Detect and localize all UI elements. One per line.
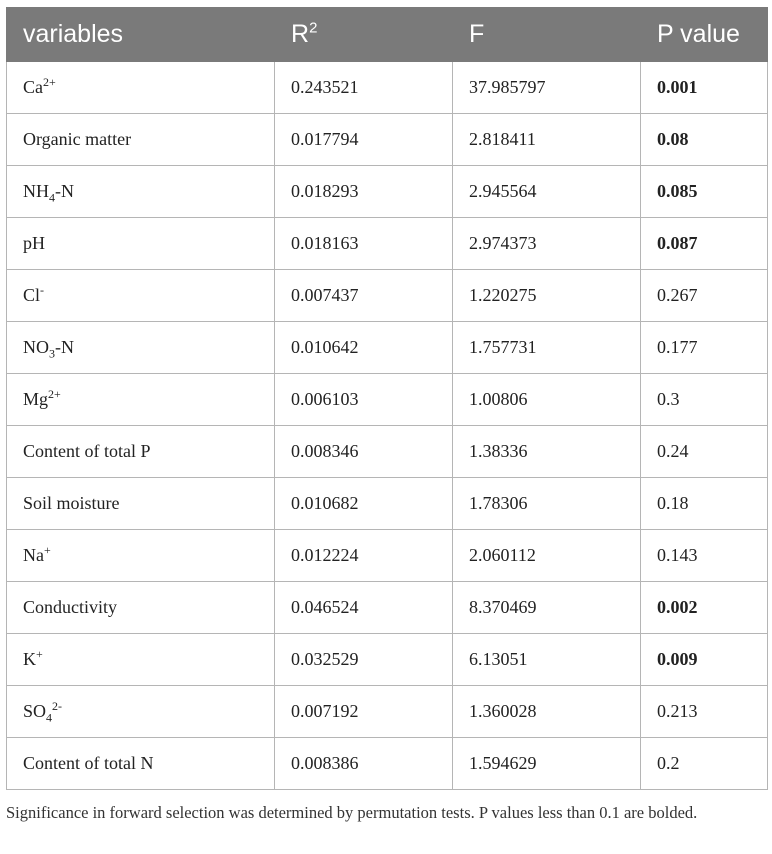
cell-variable — [7, 218, 275, 270]
cell-r2: 0.032529 — [275, 634, 453, 686]
cell-p-value: 0.009 — [641, 634, 768, 686]
cell-p-value: 0.3 — [641, 374, 768, 426]
cell-variable — [7, 62, 275, 114]
cell-f: 1.78306 — [453, 478, 641, 530]
variable-name: NH — [23, 181, 49, 201]
cell-p-value: 0.087 — [641, 218, 768, 270]
cell-f: 1.360028 — [453, 686, 641, 738]
variable-superscript: 2- — [52, 699, 63, 713]
variable-name: Na — [23, 545, 44, 565]
variable-superscript: 2+ — [43, 75, 56, 89]
variable-name: Content of total P — [23, 441, 151, 461]
cell-p-value: 0.177 — [641, 322, 768, 374]
table-row — [7, 530, 768, 582]
cell-p-value: 0.18 — [641, 478, 768, 530]
header-variables: variables — [7, 8, 275, 62]
table-row — [7, 62, 768, 114]
header-p-value: P value — [641, 8, 768, 62]
cell-r2: 0.017794 — [275, 114, 453, 166]
cell-variable — [7, 426, 275, 478]
table-row — [7, 270, 768, 322]
variable-name: pH — [23, 233, 45, 253]
variable-name: Ca — [23, 77, 43, 97]
variable-superscript: + — [36, 647, 43, 661]
variable-name: Cl — [23, 285, 41, 305]
cell-f: 8.370469 — [453, 582, 641, 634]
cell-variable — [7, 322, 275, 374]
cell-f: 2.974373 — [453, 218, 641, 270]
cell-p-value: 0.002 — [641, 582, 768, 634]
cell-r2: 0.007437 — [275, 270, 453, 322]
header-r2 — [275, 8, 453, 62]
table-row — [7, 426, 768, 478]
cell-f: 6.13051 — [453, 634, 641, 686]
cell-p-value: 0.085 — [641, 166, 768, 218]
table-row — [7, 322, 768, 374]
table-header-row — [7, 8, 768, 62]
cell-variable — [7, 166, 275, 218]
cell-variable — [7, 634, 275, 686]
variable-suffix: -N — [55, 337, 74, 357]
cell-r2: 0.007192 — [275, 686, 453, 738]
variable-subscript: 3 — [49, 346, 55, 361]
table-row — [7, 686, 768, 738]
table-row — [7, 582, 768, 634]
cell-r2: 0.018163 — [275, 218, 453, 270]
variable-name: Soil moisture — [23, 493, 120, 513]
cell-f: 2.945564 — [453, 166, 641, 218]
cell-p-value: 0.08 — [641, 114, 768, 166]
table-row — [7, 634, 768, 686]
cell-f: 2.818411 — [453, 114, 641, 166]
variable-name: SO — [23, 701, 47, 721]
cell-r2: 0.008346 — [275, 426, 453, 478]
cell-variable — [7, 374, 275, 426]
cell-f: 1.00806 — [453, 374, 641, 426]
cell-r2: 0.010682 — [275, 478, 453, 530]
header-r2-sup: 2 — [309, 19, 318, 37]
variable-suffix: -N — [55, 181, 74, 201]
cell-p-value: 0.143 — [641, 530, 768, 582]
forward-selection-table — [6, 7, 768, 790]
table-row — [7, 478, 768, 530]
cell-variable — [7, 738, 275, 790]
cell-r2: 0.243521 — [275, 62, 453, 114]
cell-p-value: 0.24 — [641, 426, 768, 478]
cell-variable — [7, 582, 275, 634]
table-row — [7, 374, 768, 426]
cell-r2: 0.008386 — [275, 738, 453, 790]
cell-f: 1.220275 — [453, 270, 641, 322]
cell-r2: 0.046524 — [275, 582, 453, 634]
table-row — [7, 166, 768, 218]
results-table-container — [6, 7, 767, 790]
variable-superscript: 2+ — [48, 387, 61, 401]
cell-f: 1.38336 — [453, 426, 641, 478]
table-row — [7, 738, 768, 790]
cell-f: 1.757731 — [453, 322, 641, 374]
cell-variable — [7, 478, 275, 530]
header-f: F — [453, 8, 641, 62]
cell-p-value: 0.267 — [641, 270, 768, 322]
variable-subscript: 4 — [46, 710, 53, 725]
cell-variable — [7, 530, 275, 582]
table-footnote: Significance in forward selection was determined by permutation tests. P values less than 0.1 are bolded. — [6, 803, 698, 822]
cell-r2: 0.006103 — [275, 374, 453, 426]
header-r2-base: R — [291, 20, 310, 48]
cell-r2: 0.010642 — [275, 322, 453, 374]
variable-name: Organic matter — [23, 129, 132, 149]
cell-r2: 0.018293 — [275, 166, 453, 218]
cell-r2: 0.012224 — [275, 530, 453, 582]
table-row — [7, 218, 768, 270]
table-row — [7, 114, 768, 166]
variable-name: Mg — [23, 389, 49, 409]
table-body — [7, 62, 768, 790]
cell-variable — [7, 270, 275, 322]
cell-f: 2.060112 — [453, 530, 641, 582]
cell-p-value: 0.213 — [641, 686, 768, 738]
cell-variable — [7, 686, 275, 738]
variable-superscript: + — [44, 543, 51, 557]
variable-name: NO — [23, 337, 49, 357]
variable-name: Conductivity — [23, 597, 117, 617]
cell-p-value: 0.001 — [641, 62, 768, 114]
variable-superscript: - — [40, 283, 45, 297]
cell-f: 1.594629 — [453, 738, 641, 790]
cell-p-value: 0.2 — [641, 738, 768, 790]
variable-subscript: 4 — [49, 190, 55, 205]
variable-name: Content of total N — [23, 753, 154, 773]
cell-f: 37.985797 — [453, 62, 641, 114]
variable-name: K — [23, 649, 36, 669]
cell-variable — [7, 114, 275, 166]
